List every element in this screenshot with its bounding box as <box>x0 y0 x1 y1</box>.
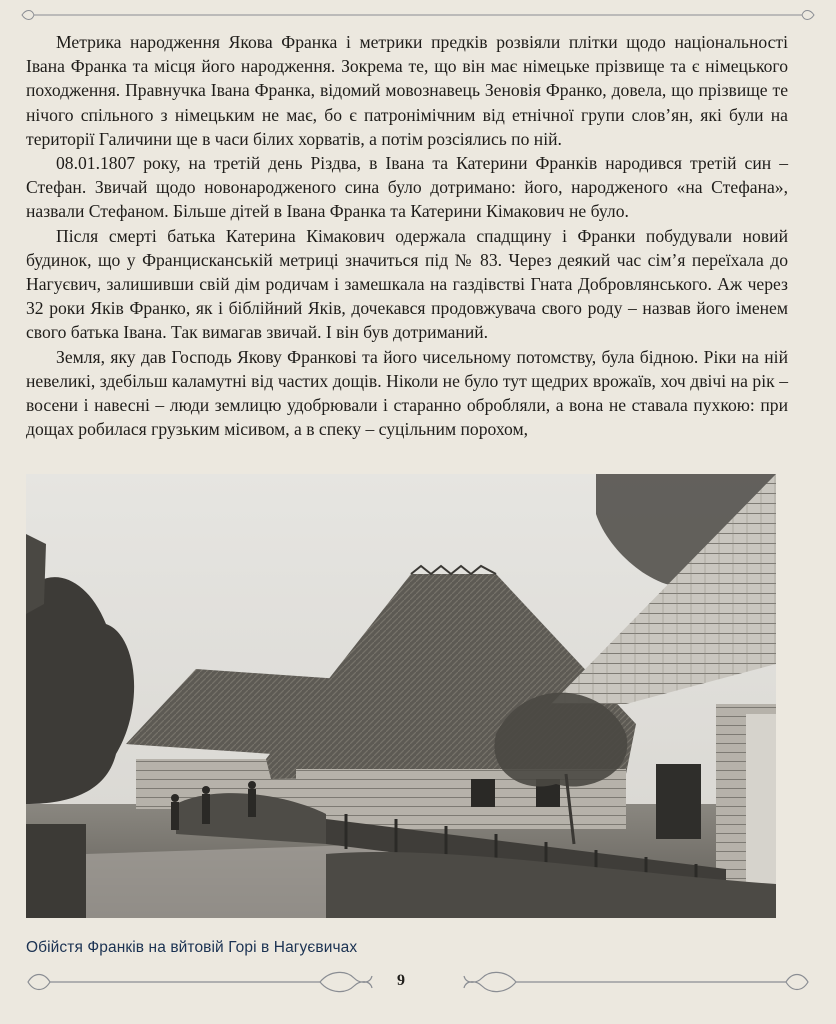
paragraph-2: 08.01.1807 року, на третій день Різдва, в Івана та Катерини Франків народився третій син – Стефан. Звичай щодо новонародженого сина було дотримано: його, народженого «на Стефана», назвали Стефаном. Більше дітей в Івана Франка та Катерини Кімакович не було. <box>26 153 788 222</box>
farmstead-photo <box>26 474 776 918</box>
paragraph-4: Земля, яку дав Господь Якову Франкові та його чисельному потомству, була бідною. Ріки на ній невеликі, здебільш каламутні від частих дощів. Ніколи не було тут щедрих врожаїв, хоч двічі на рік – восени і навесні – люди землицю удобрювали і старанно обробляли, а вона не ставала пухкою: при дощах робилася грузьким місивом, а в спеку – суцільним порохом, <box>26 346 788 440</box>
body-text <box>26 30 788 441</box>
paragraph-3: Після смерті батька Катерина Кімакович одержала спадщину і Франки побудували новий будинок, що у Францисканській метриці значиться під № 83. Через деякий час сім’я переїхала до Нагуєвич, залишивши свій дім родичам і замешкала на газдівстві Гната Добровлянського. Аж через 32 роки Яків Франко, як і біблійний Яків, дочекався продовжувача свого роду – назвав його іменем свого батька Івана. Так вимагав звичай. І він був дотриманий. <box>26 225 788 343</box>
footer-ornament <box>20 966 816 998</box>
page-number: 9 <box>397 972 405 989</box>
top-ornament-rule <box>20 8 816 22</box>
photo-caption: Обійстя Франків на вйтовій Горі в Нагуєвичах <box>26 939 358 956</box>
paragraph-1: Метрика народження Якова Франка і метрики предків розвіяли плітки щодо національності Івана Франка та місця його народження. Зокрема те, що він має німецьке прізвище та є німецького походження. Правнучка Івана Франка, відомий мовознавець Зеновія Франко, довела, що прізвище те нічого спільного з німецьким не має, бо є патронімічним від етнічної групи слов’ян, які були на території Галичини ще в часи білих хорватів, а потім розсіялись по ній. <box>26 32 788 149</box>
